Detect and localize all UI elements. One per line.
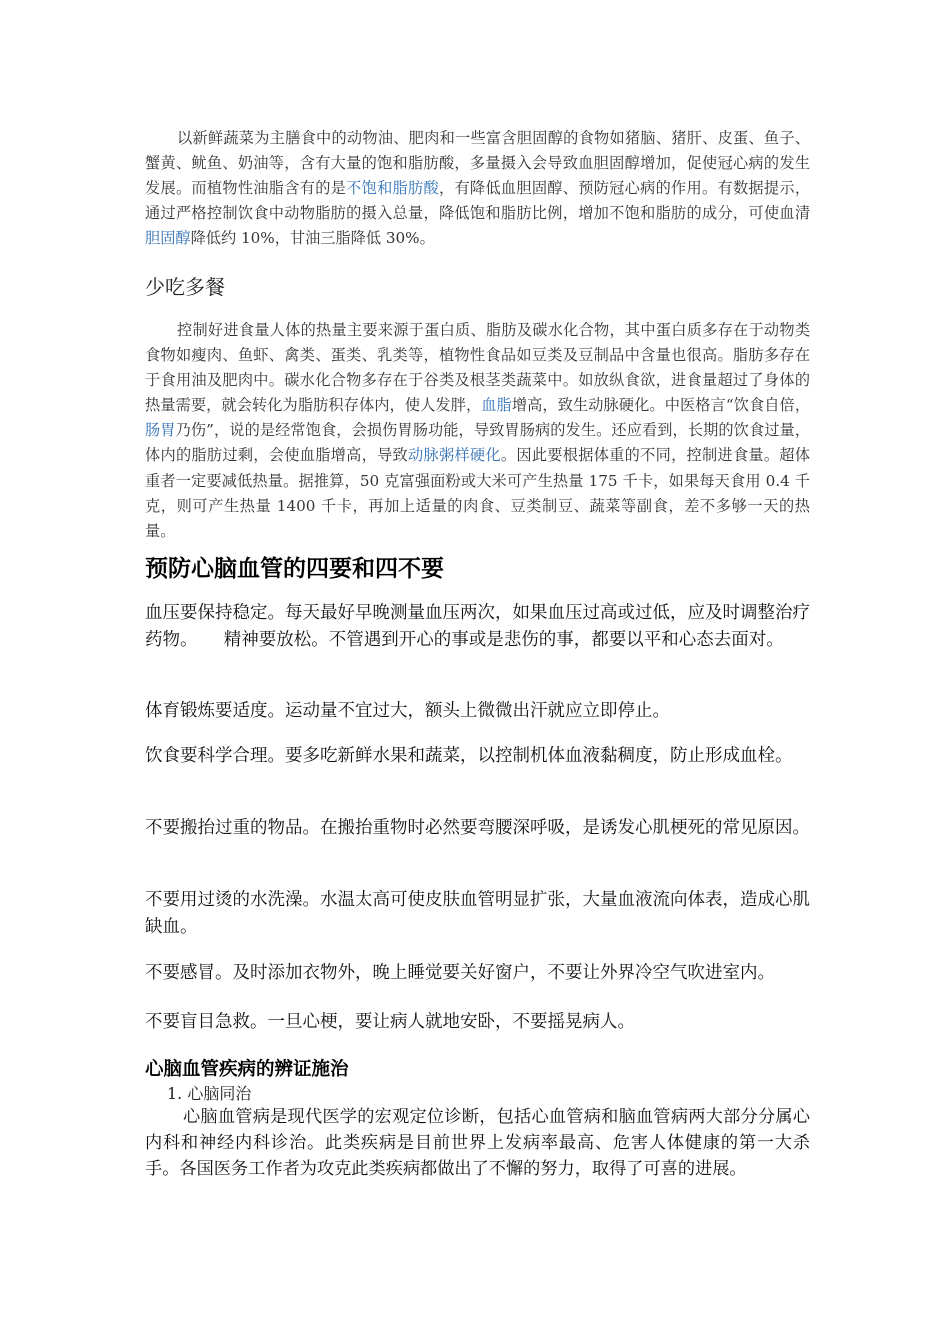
prevention-item: 饮食要科学合理。要多吃新鲜水果和蔬菜，以控制机体血液黏稠度，防止形成血栓。 — [145, 746, 793, 766]
text-run: 。因此要根据体重的不同，控制进食量。超体重者一定要减低热量。据推算，50 克富强面粉或大米可产生热量 175 千卡，如果每天食用 0.4 千克，则可产生热量 1400 千卡，再加上适量的肉食、豆类制豆、蔬菜等副食，差不多够一天的热量。 — [145, 446, 811, 540]
text-run: 增高，致生动脉硬化。中医格言“饮食自倍， — [511, 396, 811, 415]
prevention-item: 血压要保持稳定。每天最好早晚测量血压两次，如果血压过高或过低，应及时调整治疗药物。 精神要放松。不管遇到开心的事或是悲伤的事，都要以平和心态去面对。 — [145, 603, 810, 650]
text-run: 乃伤”，说的是经常饱食，会损伤胃肠功能，导致胃肠病的发生。还应看到，长期的饮食过量，体内的脂肪过剩，会使血脂增高，导致 — [145, 421, 811, 465]
prevention-item: 体育锻炼要适度。运动量不宜过大，额头上微微出汗就应立即停止。 — [145, 701, 670, 721]
link-cholesterol[interactable]: 胆固醇 — [145, 229, 191, 248]
treatment-paragraph: 心脑血管病是现代医学的宏观定位诊断，包括心血管病和脑血管病两大部分分属心内科和神经内科诊治。此类疾病是目前世界上发病率最高、危害人体健康的第一大杀手。各国医务工作者为攻克此类疾病都做出了不懈的努力，取得了可喜的进展。 — [145, 1107, 810, 1179]
prevention-item: 不要搬抬过重的物品。在搬抬重物时必然要弯腰深呼吸，是诱发心肌梗死的常见原因。 — [145, 818, 810, 838]
intro-paragraph — [145, 126, 810, 251]
text-run: ，有降低血胆固醇、预防冠心病的作用。有数据提示，通过严格控制饮食中动物脂肪的摄入总量，降低饱和脂肪比例，增加不饱和脂肪的成分，可使血清 — [145, 179, 811, 223]
list-item-heart-brain: 1. 心脑同治 — [167, 1084, 252, 1103]
section-title-treatment: 心脑血管疾病的辨证施治 — [145, 1059, 349, 1080]
section-title-eat-less: 少吃多餐 — [145, 275, 225, 299]
text-run: 控制好进食量人体的热量主要来源于蛋白质、脂肪及碳水化合物，其中蛋白质多存在于动物类食物如瘦肉、鱼虾、禽类、蛋类、乳类等，植物性食品如豆类及豆制品中含量也很高。脂肪多存在于食用油及肥肉中。碳水化合物多存在于谷类及根茎类蔬菜中。如放纵食欲，进食量超过了身体的热量需要，就会转化为脂肪积存体内，使人发胖， — [145, 321, 810, 415]
section-title-prevention: 预防心脑血管的四要和四不要 — [145, 556, 444, 582]
text-run: 降低约 10%，甘油三脂降低 30%。 — [190, 229, 435, 248]
section1-paragraph — [145, 318, 810, 544]
link-stomach[interactable]: 肠胃 — [145, 421, 176, 440]
link-atherosclerosis[interactable]: 动脉粥样硬化 — [408, 446, 501, 465]
link-blood-lipid[interactable]: 血脂 — [481, 396, 512, 415]
prevention-item: 不要盲目急救。一旦心梗，要让病人就地安卧，不要摇晃病人。 — [145, 1012, 635, 1032]
prevention-item: 不要感冒。及时添加衣物外，晚上睡觉要关好窗户，不要让外界冷空气吹进室内。 — [145, 963, 775, 983]
prevention-item: 不要用过烫的水洗澡。水温太高可使皮肤血管明显扩张，大量血液流向体表，造成心肌缺血。 — [145, 890, 810, 937]
text-run: 以新鲜蔬菜为主膳食中的动物油、肥肉和一些富含胆固醇的食物如猪脑、猪肝、皮蛋、鱼子、蟹黄、鱿鱼、奶油等，含有大量的饱和脂肪酸，多量摄入会导致血胆固醇增加，促使冠心病的发生发展。而植物性油脂含有的是 — [145, 129, 810, 198]
link-unsaturated-fatty-acid[interactable]: 不饱和脂肪酸 — [346, 179, 439, 198]
